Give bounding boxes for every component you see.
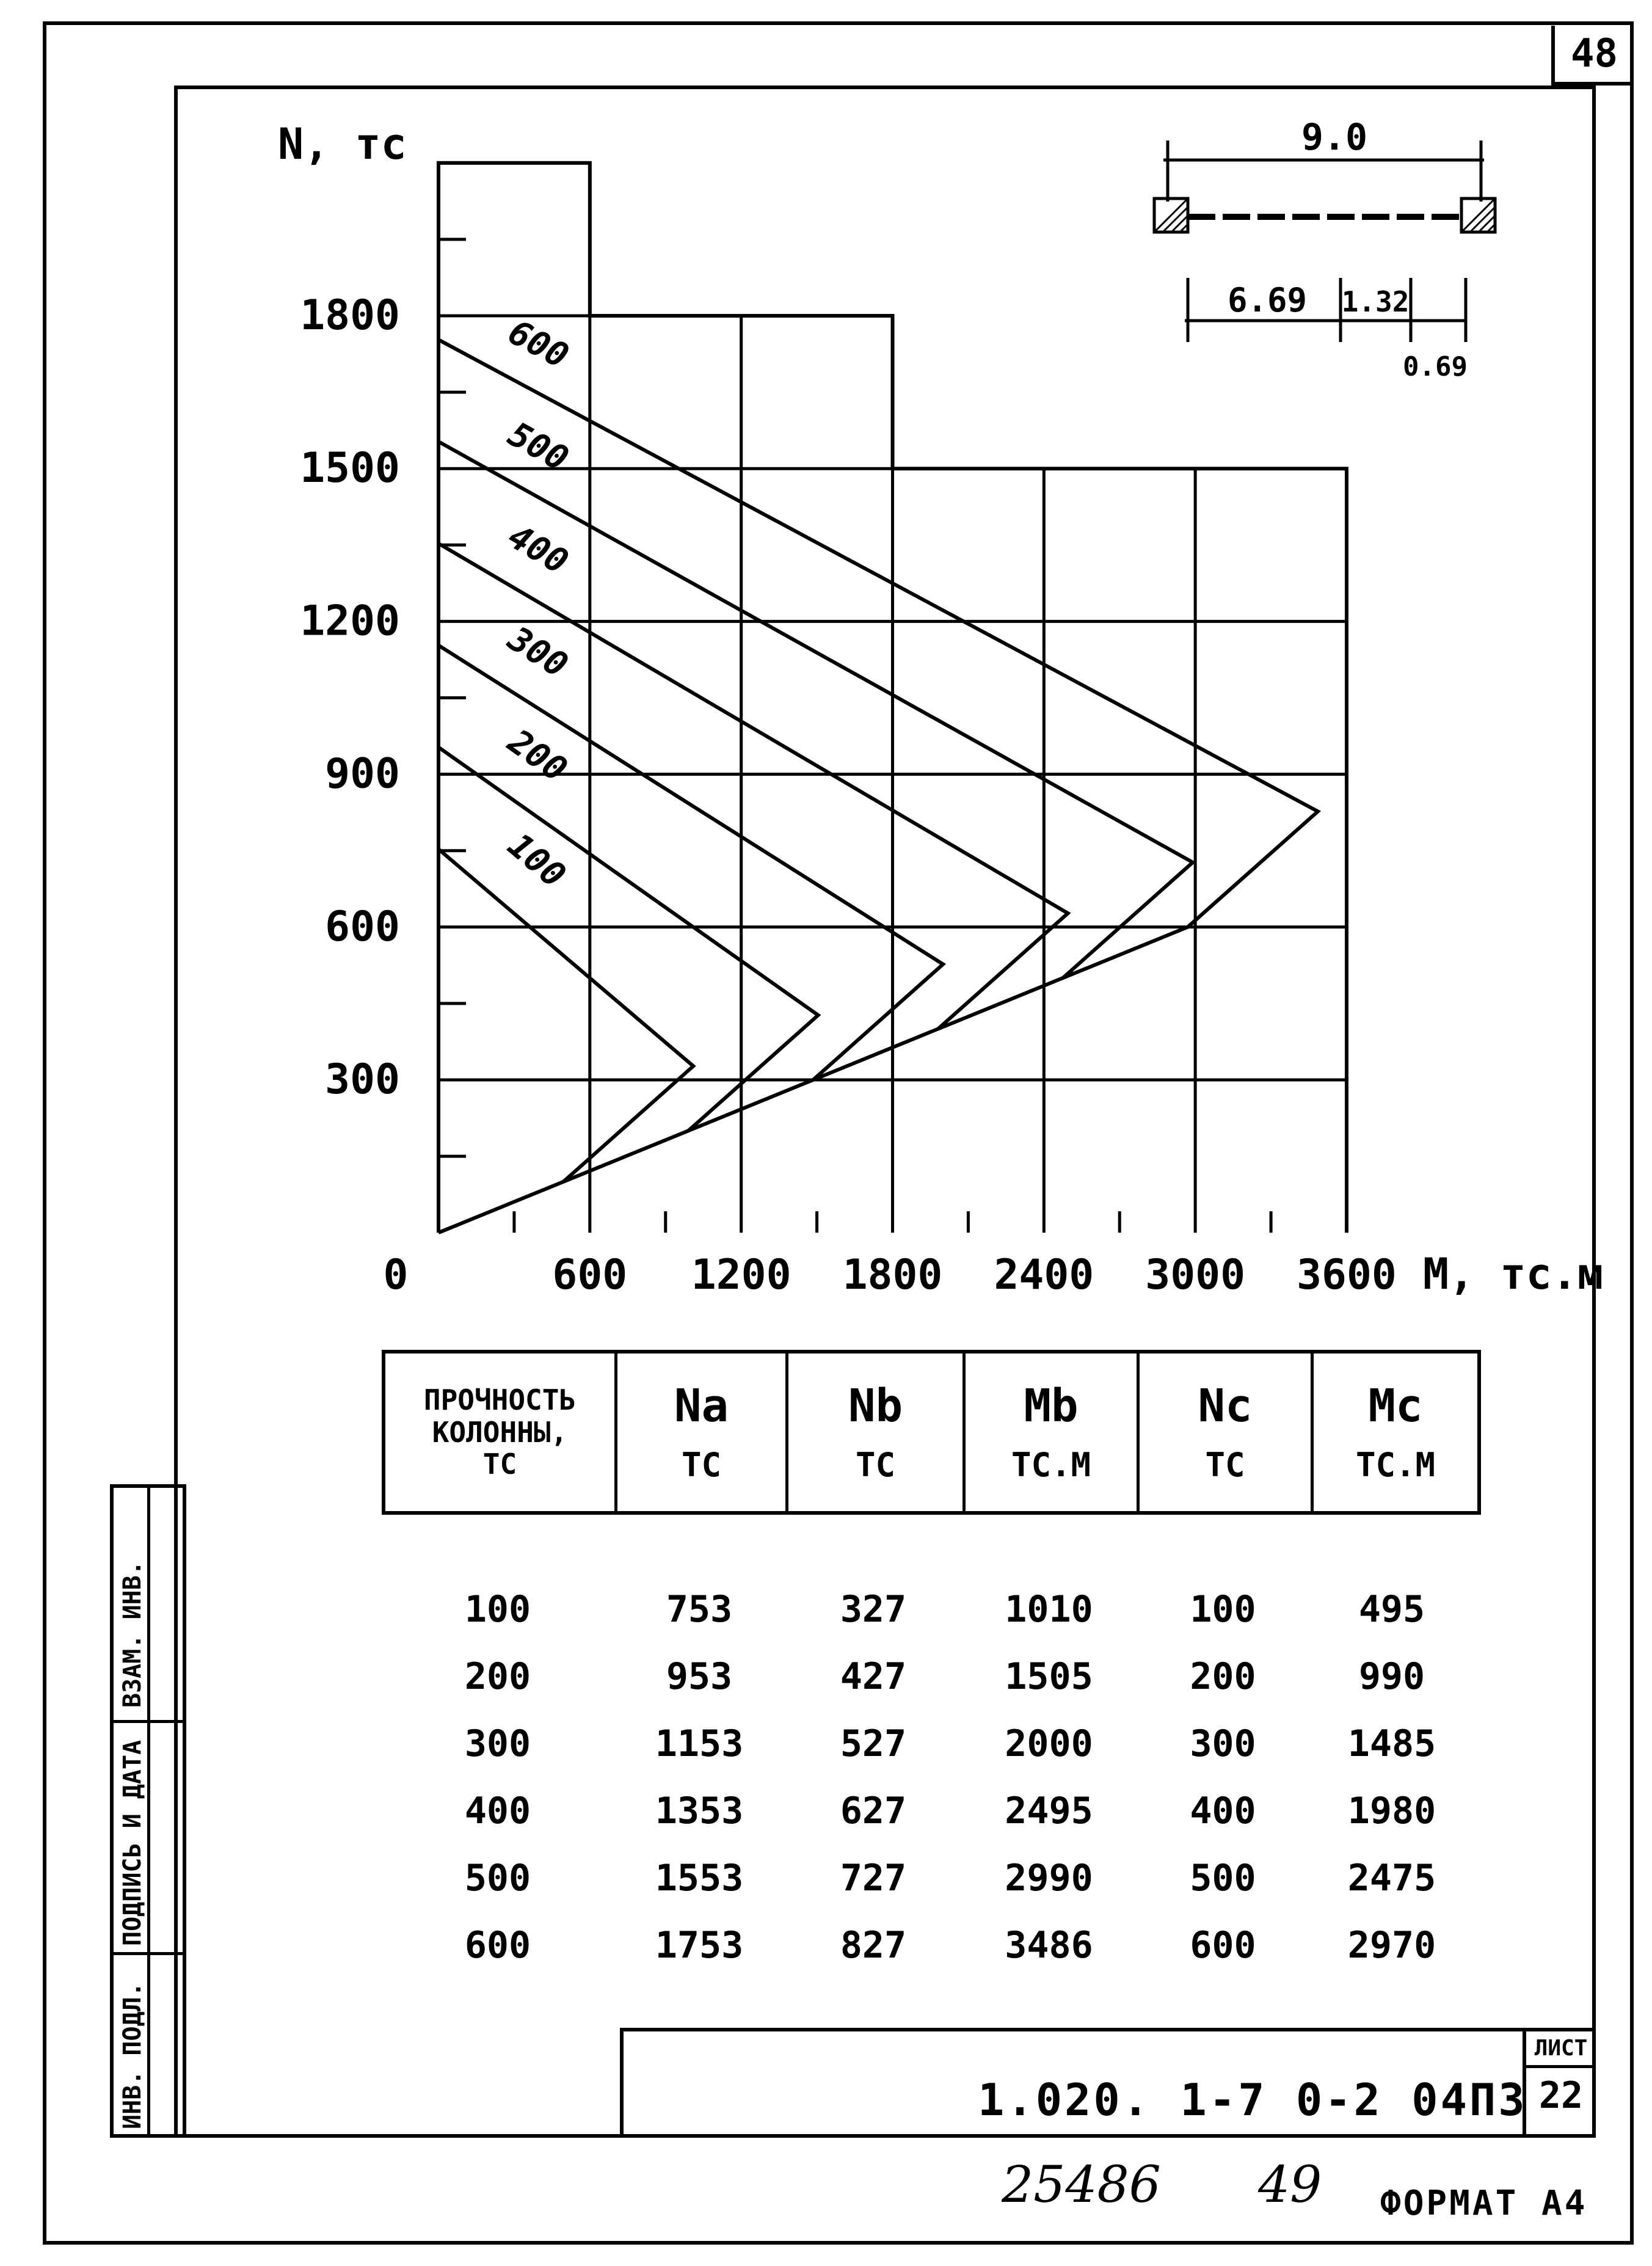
format-label: ФОРМАТ А4 <box>1380 2184 1588 2223</box>
header-nc-symbol: Nc <box>1198 1380 1253 1433</box>
dim-b-label: 1.32 <box>1341 285 1410 318</box>
sheet-number: 22 <box>1538 2074 1584 2117</box>
header-mb-unit: ТС.М <box>1011 1446 1091 1484</box>
y-tick-label: 1800 <box>300 291 400 340</box>
header-nb-symbol: Nb <box>848 1380 903 1433</box>
series-line-500 <box>438 442 1193 1029</box>
series-label: 300 <box>501 619 575 686</box>
x-axis-label: M, тс.м <box>1423 1249 1604 1299</box>
side-label-replacement: ВЗАМ. ИНВ. <box>118 1561 147 1708</box>
table-cell: 400 <box>1190 1790 1256 1832</box>
chart-axes <box>438 239 1271 1233</box>
table-cell: 527 <box>840 1722 907 1765</box>
table-cell: 100 <box>1190 1588 1256 1631</box>
table-cell: 1980 <box>1347 1790 1436 1832</box>
table-cell: 2495 <box>1005 1790 1093 1832</box>
archive-number: 25486 <box>1002 2156 1161 2214</box>
header-mc-symbol: Mc <box>1368 1380 1423 1433</box>
table-cell: 1753 <box>655 1924 744 1967</box>
series-line-200 <box>438 747 818 1181</box>
x-tick-label: 2400 <box>994 1251 1094 1299</box>
table-row <box>382 1710 1481 1777</box>
x-tick-label: 0 <box>383 1251 409 1299</box>
x-tick-label: 1200 <box>691 1251 791 1299</box>
series-label: 400 <box>501 516 575 583</box>
header-na <box>617 1353 788 1511</box>
table-cell: 1153 <box>655 1722 744 1765</box>
table-cell: 1553 <box>655 1857 744 1900</box>
header-na-symbol: Na <box>674 1380 729 1433</box>
header-mb <box>966 1353 1140 1511</box>
side-divider <box>114 1952 183 1955</box>
table-cell: 1353 <box>655 1790 744 1832</box>
table-cell: 500 <box>464 1857 531 1900</box>
x-tick-label: 600 <box>552 1251 628 1299</box>
table-cell: 627 <box>840 1790 907 1832</box>
table-cell: 600 <box>1190 1924 1256 1967</box>
dim-a-label: 6.69 <box>1227 281 1308 319</box>
header-nb <box>788 1353 966 1511</box>
table-cell: 953 <box>666 1655 733 1698</box>
header-nb-unit: ТС <box>855 1446 896 1484</box>
side-label-signature: ПОДПИСЬ И ДАТА <box>118 1740 147 1946</box>
series-line-600 <box>438 340 1318 978</box>
x-tick-label: 1800 <box>842 1251 943 1299</box>
table-cell: 3486 <box>1005 1924 1093 1967</box>
table-cell: 2970 <box>1347 1924 1436 1967</box>
y-tick-label: 300 <box>325 1055 400 1104</box>
header-na-unit: ТС <box>681 1446 722 1484</box>
table-cell: 727 <box>840 1857 907 1900</box>
series-label: 200 <box>500 721 575 790</box>
page-number: 48 <box>1551 26 1634 86</box>
dim-overall-label: 9.0 <box>1301 116 1368 159</box>
dim-c-label: 0.69 <box>1403 351 1468 382</box>
chart-series <box>438 340 1318 1233</box>
table-cell: 1010 <box>1005 1588 1093 1631</box>
table-cell: 827 <box>840 1924 907 1967</box>
table-cell: 400 <box>464 1790 531 1832</box>
table-cell: 2990 <box>1005 1857 1093 1900</box>
header-mb-symbol: Mb <box>1024 1380 1079 1433</box>
series-line-100 <box>438 849 693 1233</box>
y-tick-label: 1500 <box>300 444 400 493</box>
y-tick-label: 1200 <box>300 597 400 646</box>
side-stamp-strip <box>110 1484 186 2138</box>
header-nc <box>1140 1353 1314 1511</box>
series-label: 100 <box>500 825 573 896</box>
table-cell: 300 <box>464 1722 531 1765</box>
archive-page: 49 <box>1258 2156 1322 2214</box>
series-label: 600 <box>501 312 575 377</box>
y-tick-label: 600 <box>325 902 400 951</box>
table-body <box>382 1576 1481 1979</box>
table-row <box>382 1845 1481 1912</box>
table-header <box>382 1350 1481 1515</box>
table-cell: 600 <box>464 1924 531 1967</box>
sheet-label: ЛИСТ <box>1526 2031 1596 2068</box>
table-cell: 100 <box>464 1588 531 1631</box>
series-label: 500 <box>501 414 575 479</box>
header-nc-unit: ТС <box>1205 1446 1245 1484</box>
table-cell: 327 <box>840 1588 907 1631</box>
header-strength-label: ПРОЧНОСТЬ КОЛОННЫ, ТС <box>423 1383 577 1481</box>
table-cell: 200 <box>1190 1655 1256 1698</box>
table-cell: 200 <box>464 1655 531 1698</box>
y-tick-label: 900 <box>325 749 400 798</box>
table-cell: 2000 <box>1005 1722 1093 1765</box>
side-label-inventory: ИНВ. ПОДЛ. <box>118 1982 147 2129</box>
section-dimension-sketch <box>1154 116 1495 382</box>
table-cell: 427 <box>840 1655 907 1698</box>
table-cell: 300 <box>1190 1722 1256 1765</box>
table-cell: 1505 <box>1005 1655 1093 1698</box>
table-row <box>382 1576 1481 1643</box>
side-divider <box>114 1720 183 1723</box>
header-strength <box>385 1353 617 1511</box>
table-row <box>382 1777 1481 1845</box>
document-code: 1.020. 1-7 0-2 04ПЗ <box>978 2074 1527 2126</box>
table-cell: 2475 <box>1347 1857 1436 1900</box>
header-mc <box>1314 1353 1477 1511</box>
chart-grid <box>438 163 1347 1233</box>
table-row <box>382 1912 1481 1979</box>
table-cell: 753 <box>666 1588 733 1631</box>
x-tick-label: 3600 <box>1297 1251 1397 1299</box>
sheet-box <box>1523 2031 1596 2138</box>
table-cell: 495 <box>1358 1588 1425 1631</box>
table-row <box>382 1643 1481 1710</box>
title-block <box>620 2028 1596 2138</box>
header-mc-unit: ТС.М <box>1355 1446 1436 1484</box>
table-cell: 990 <box>1358 1655 1425 1698</box>
x-tick-label: 3000 <box>1145 1251 1246 1299</box>
table-cell: 500 <box>1190 1857 1256 1900</box>
y-axis-label: N, тс <box>278 119 407 169</box>
table-cell: 1485 <box>1347 1722 1436 1765</box>
